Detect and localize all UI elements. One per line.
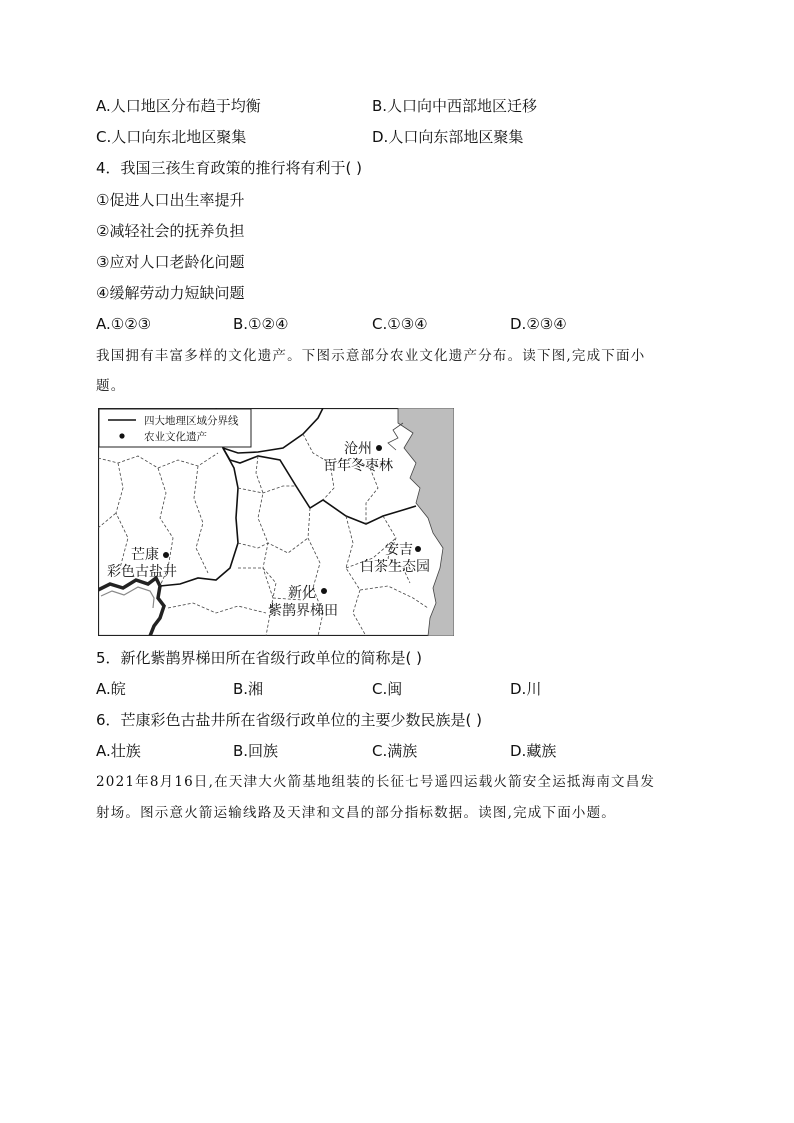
q6-option-d: D.藏族 <box>510 742 557 760</box>
site-mangkang-city: 芒康 <box>131 547 159 563</box>
site-cangzhou-city: 沧州 <box>344 441 372 457</box>
q6-stem: 6．芒康彩色古盐井所在省级行政单位的主要少数民族是( ) <box>96 711 483 729</box>
site-xinhua-city: 新化 <box>288 585 316 601</box>
q5-stem: 5．新化紫鹊界梯田所在省级行政单位的简称是( ) <box>96 649 423 667</box>
rocket-intro-line-1: 2021年8月16日,在天津大火箭基地组装的长征七号遥四运载火箭安全运抵海南文昌发 <box>96 774 656 790</box>
q3-option-a: A.人口地区分布趋于均衡 <box>96 97 261 115</box>
site-anji-name: 白茶生态园 <box>360 559 430 575</box>
legend-heritage-dot <box>119 433 124 438</box>
q4-item-1: ①促进人口出生率提升 <box>96 191 245 209</box>
site-mangkang-dot <box>163 552 169 558</box>
site-xinhua-name: 紫鹊界梯田 <box>268 603 338 619</box>
q3-option-b: B.人口向中西部地区迁移 <box>372 97 538 115</box>
legend-heritage-label: 农业文化遗产 <box>144 431 207 443</box>
site-cangzhou-dot <box>376 445 382 451</box>
q3-option-c: C.人口向东北地区聚集 <box>96 128 247 146</box>
q4-option-a: A.①②③ <box>96 315 152 333</box>
q5-option-b: B.湘 <box>233 680 264 698</box>
site-cangzhou-name: 百年冬枣林 <box>323 458 393 474</box>
site-mangkang-name: 彩色古盐井 <box>107 564 177 580</box>
q5-option-a: A.皖 <box>96 680 126 698</box>
q4-stem: 4．我国三孩生育政策的推行将有利于( ) <box>96 159 363 177</box>
q6-option-c: C.满族 <box>372 742 418 760</box>
q6-option-b: B.回族 <box>233 742 279 760</box>
q3-option-d: D.人口向东部地区聚集 <box>372 128 524 146</box>
q4-option-c: C.①③④ <box>372 315 428 333</box>
q5-option-d: D.川 <box>510 680 542 698</box>
q6-option-a: A.壮族 <box>96 742 141 760</box>
site-anji-dot <box>415 546 421 552</box>
q4-item-4: ④缓解劳动力短缺问题 <box>96 284 245 302</box>
legend-boundary-label: 四大地理区域分界线 <box>144 415 239 427</box>
q4-option-b: B.①②④ <box>233 315 289 333</box>
q5-option-c: C.闽 <box>372 680 403 698</box>
map-intro-line-2: 题。 <box>96 378 126 394</box>
q4-item-3: ③应对人口老龄化问题 <box>96 253 245 271</box>
q4-option-d: D.②③④ <box>510 315 567 333</box>
q4-item-2: ②减轻社会的抚养负担 <box>96 222 245 240</box>
site-xinhua-dot <box>321 588 327 594</box>
site-anji-city: 安吉 <box>385 542 413 558</box>
map-intro-line-1: 我国拥有丰富多样的文化遗产。下图示意部分农业文化遗产分布。读下图,完成下面小 <box>96 348 646 364</box>
heritage-map <box>98 408 454 636</box>
rocket-intro-line-2: 射场。图示意火箭运输线路及天津和文昌的部分指标数据。读图,完成下面小题。 <box>96 805 616 821</box>
